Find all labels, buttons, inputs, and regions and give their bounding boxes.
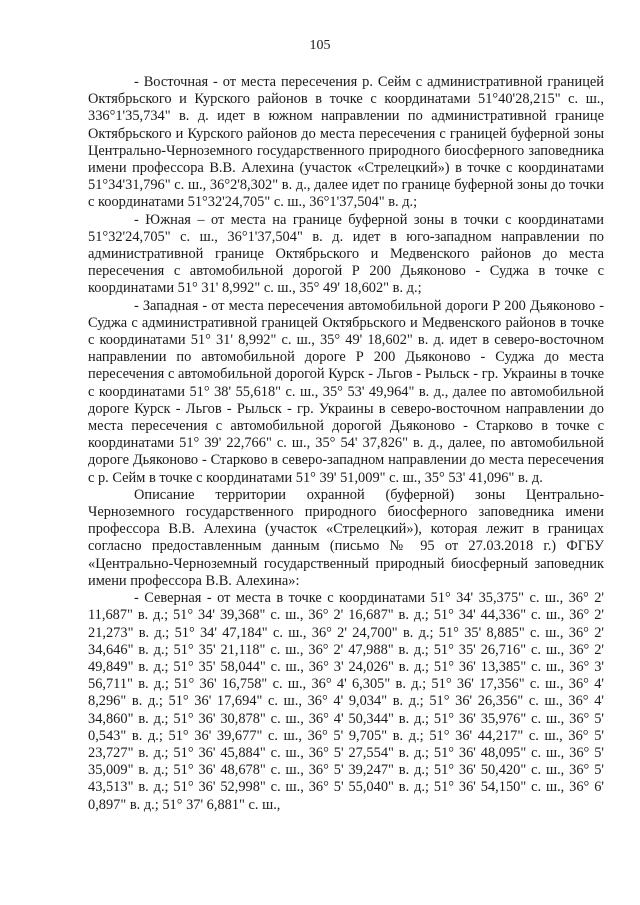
paragraph-northern-boundary: - Северная - от места в точке с координатами 51° 34' 35,375" с. ш., 36° 2' 11,687" в. д.; 51° 34' 39,368" с. ш., 36° 2' 16,687" в. д.; 51° 34' 44,336" с. ш., 36° 2' 21,273" в. д.; 51° 34' 47,184" с. ш., 36° 2' 24,700" в. д.; 51° 35' 8,885" с. ш., 36° 2' 34,646" в. д.; 51° 35' 21,118" с. ш., 36° 2' 47,988" в. д.; 51° 35' 26,716" с. ш., 36° 2' 49,849" в. д.; 51° 35' 58,044" с. ш., 36° 3' 24,026" в. д.; 51° 36' 13,385" с. ш., 36° 3' 56,711" в. д.; 51° 36' 16,758" с. ш., 36° 4' 6,305" в. д.; 51° 36' 17,356" с. ш., 36° 4' 8,296" в. д.; 51° 36' 17,694" с. ш., 36° 4' 9,034" в. д.; 51° 36' 26,356" с. ш., 36° 4' 34,860" в. д.; 51° 36' 30,878" с. ш., 36° 4' 50,344" в. д.; 51° 36' 35,976" с. ш., 36° 5' 0,543" в. д.; 51° 36' 39,677" с. ш., 36° 5' 9,705" в. д.; 51° 36' 44,217" с. ш., 36° 5' 23,727" в. д.; 51° 36' 45,884" с. ш., 36° 5' 27,554" в. д.; 51° 36' 48,095" с. ш., 36° 5' 35,009" в. д.; 51° 36' 48,678" с. ш., 36° 5' 39,247" в. д.; 51° 36' 50,420" с. ш., 36° 5' 43,513" в. д.; 51° 36' 52,998" с. ш., 36° 5' 55,040" в. д.; 51° 36' 54,150" с. ш., 36° 6' 0,897" в. д.; 51° 37' 6,881" с. ш.,: [88, 590, 604, 813]
paragraph-southern-boundary: - Южная – от места на границе буферной зоны в точки с координатами 51°32'24,705" с. ш., 36°1'37,504" в. д. идет в юго-западном направлении по административной границе Октябрьского и Медвенского районов до места пересечения с автомобильной дорогой Р 200 Дьяконово - Суджа в точке с координатами 51° 31' 8,992" с. ш., 35° 49' 18,602" в. д.;: [88, 211, 604, 297]
paragraph-buffer-zone-description: Описание территории охранной (буферной) зоны Центрально-Черноземного государственного природного биосферного заповедника имени профессора В.В. Алехина (участок «Стрелецкий»), которая лежит в границах согласно предоставленным данным (письмо № 95 от 27.03.2018 г.) ФГБУ «Центрально-Черноземный государственный природный биосферный заповедник имени профессора В.В. Алехина»:: [88, 486, 604, 589]
document-body: [88, 74, 604, 814]
paragraph-western-boundary: - Западная - от места пересечения автомобильной дороги Р 200 Дьяконово - Суджа с административной границей Октябрьского и Медвенского районов в точке с координатами 51° 31' 8,992" с. ш., 35° 49' 18,602" в. д. идет в северо-восточном направлении по автомобильной дороге Р 200 Дьяконово - Суджа до места пересечения с автомобильной дорогой Курск - Льгов - Рыльск - гр. Украины в точке с координатами 51° 38' 55,618" с. ш., 35° 53' 49,964" в. д., далее по автомобильной дороге Курск - Льгов - Рыльск - гр. Украины в северо-восточном направлении до места пересечения с автомобильной дорогой Дьяконово - Старково в точке с координатами 51° 39' 22,766" с. ш., 35° 54' 37,826" в. д., далее, по автомобильной дороге Дьяконово - Старково в северо-западном направлении до места пересечения с р. Сейм в точке с координатами 51° 39' 51,009" с. ш., 35° 53' 41,096" в. д.: [88, 297, 604, 486]
page-number: 105: [309, 38, 331, 53]
paragraph-eastern-boundary: - Восточная - от места пересечения р. Сейм с административной границей Октябрьского и Курского районов в точке с координатами 51°40'28,215" с. ш., 336°1'35,734" в. д. идет в южном направлении по административной границе Октябрьского и Курского районов до места пересечения с границей буферной зоны Центрально-Черноземного государственного природного биосферного заповедника имени профессора В.В. Алехина (участок «Стрелецкий») в точке с координатами 51°34'31,796" с. ш., 36°2'8,302" в. д., далее идет по границе буферной зоны до точки с координатами 51°32'24,705" с. ш., 36°1'37,504" в. д.;: [88, 74, 604, 211]
